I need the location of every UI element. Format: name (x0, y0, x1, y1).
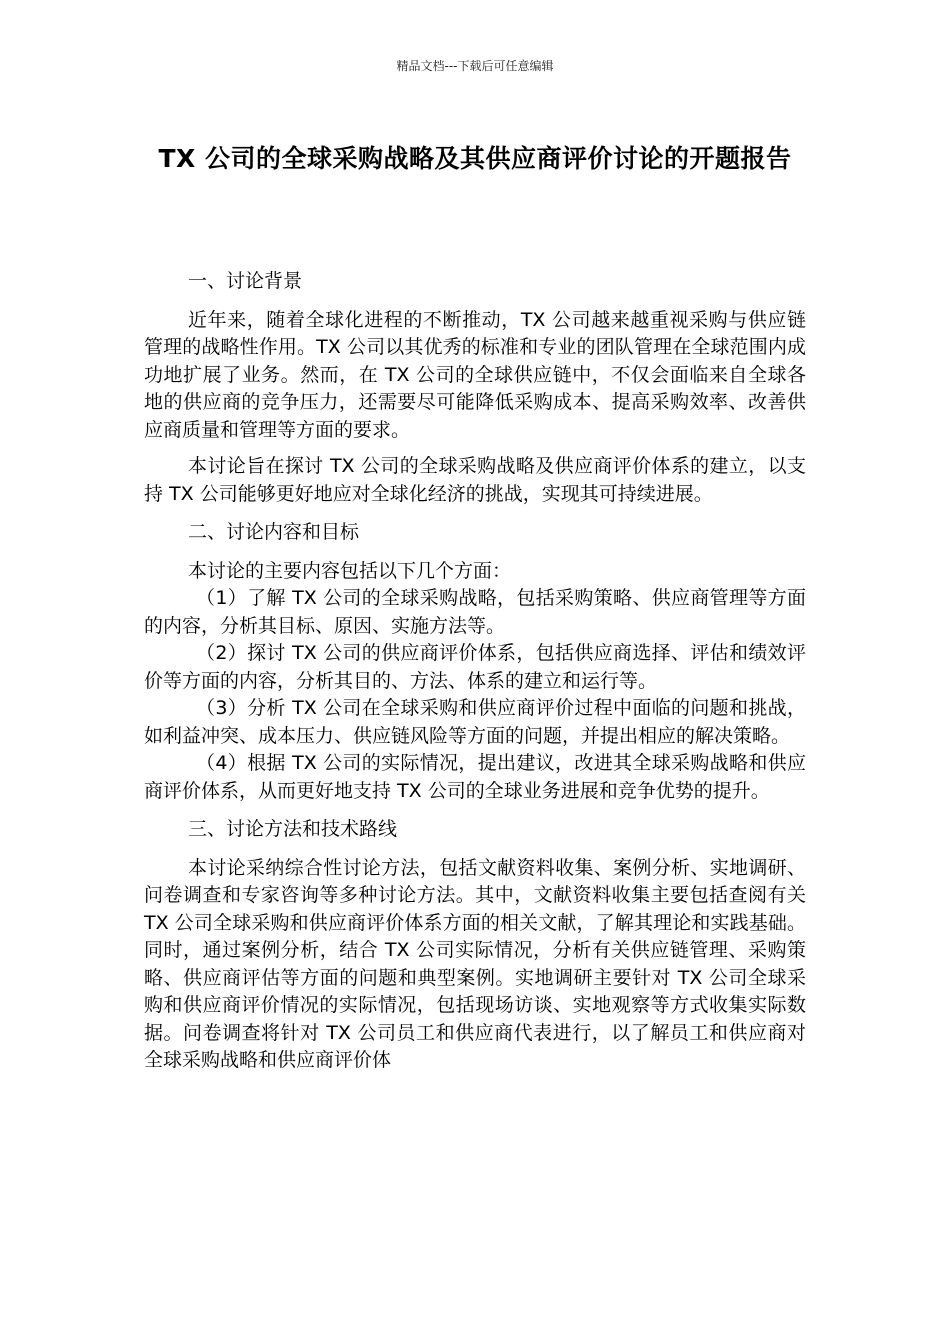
list-item-4: （4）根据 TX 公司的实际情况，提出建议，改进其全球采购战略和供应商评价体系，从而更好地支持 TX 公司的全球业务进展和竞争优势的提升。 (144, 752, 806, 802)
document-body (144, 268, 806, 1075)
list-item-2: （2）探讨 TX 公司的供应商评价体系，包括供应商选择、评估和绩效评价等方面的内容，分析其目的、方法、体系的建立和运行等。 (144, 642, 806, 692)
section-heading-background: 一、讨论背景 (188, 270, 303, 292)
list-item-3: （3）分析 TX 公司在全球采购和供应商评价过程中面临的问题和挑战，如利益冲突、成本压力、供应链风险等方面的问题，并提出相应的解决策略。 (144, 697, 806, 747)
document-title: TX 公司的全球采购战略及其供应商评价讨论的开题报告 (158, 144, 792, 173)
list-item-1: （1）了解 TX 公司的全球采购战略，包括采购策略、供应商管理等方面的内容，分析其目标、原因、实施方法等。 (144, 587, 806, 637)
section-heading-content-goals: 二、讨论内容和目标 (188, 521, 360, 543)
paragraph-methods-1: 本讨论采纳综合性讨论方法，包括文献资料收集、案例分析、实地调研、问卷调查和专家咨询等多种讨论方法。其中，文献资料收集主要包括查阅有关 TX 公司全球采购和供应商评价体系方面的相关文献，了解其理论和实践基础。同时，通过案例分析，结合 TX 公司实际情况，分析有关供应链管理、采购策略、供应商评估等方面的问题和典型案例。实地调研主要针对 TX 公司全球采购和供应商评价情况的实际情况，包括现场访谈、实地观察等方式收集实际数据。问卷调查将针对 TX 公司员工和供应商代表进行，以了解员工和供应商对全球采购战略和供应商评价体 (144, 856, 807, 1071)
section-heading-methods: 三、讨论方法和技术路线 (188, 818, 398, 840)
paragraph-background-1: 近年来，随着全球化进程的不断推动，TX 公司越来越重视采购与供应链管理的战略性作用。TX 公司以其优秀的标准和专业的团队管理在全球范围内成功地扩展了业务。然而，在 TX 公司的全球供应链中，不仅会面临来自全球各地的供应商的竞争压力，还需要尽可能降低采购成本、提高采购效率、改善供应商质量和管理等方面的要求。 (144, 308, 806, 441)
paragraph-content-intro: 本讨论的主要内容包括以下几个方面： (188, 559, 512, 582)
paragraph-background-2: 本讨论旨在探讨 TX 公司的全球采购战略及供应商评价体系的建立，以支持 TX 公司能够更好地应对全球化经济的挑战，实现其可持续进展。 (144, 455, 806, 505)
page-header-watermark: 精品文档---下载后可任意编辑 (396, 59, 554, 73)
